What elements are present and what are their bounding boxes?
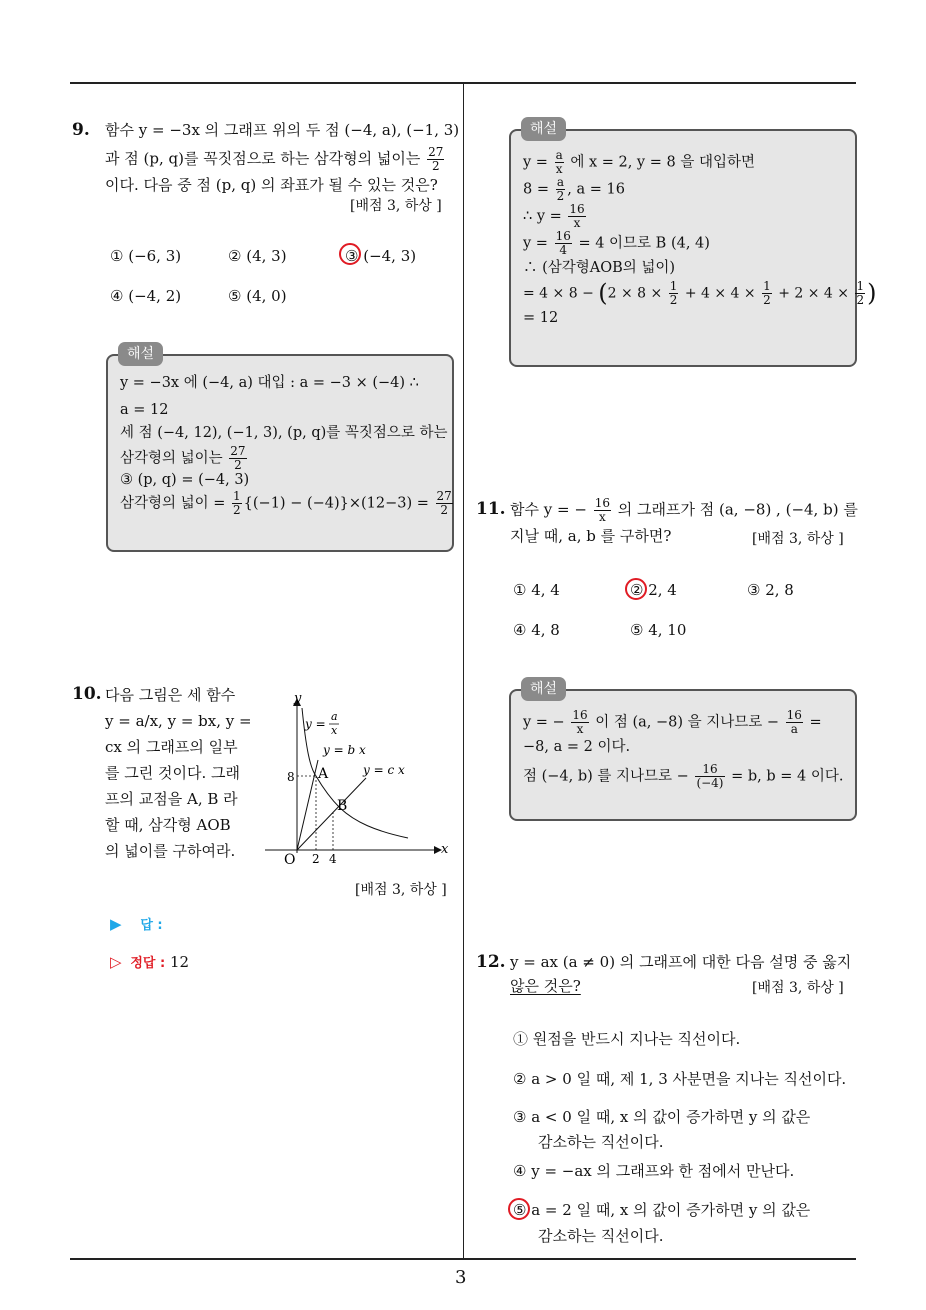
q12-answer-circle (508, 1198, 530, 1220)
q10-y-label: y (294, 691, 302, 706)
q12-score: [배점 3, 하상 ] (752, 980, 844, 996)
q10-sol-frac-4: $\frac{16}{4}$ (555, 229, 571, 257)
q11-sol-line-2: −8, a = 2 이다. (523, 739, 631, 755)
q9-line-3: 이다. 다음 중 점 (p, q) 의 좌표가 될 수 있는 것은? (105, 176, 438, 194)
q10-solution-tag: 해설 (521, 117, 566, 141)
q10-sol-line-2 (523, 176, 843, 203)
q10-label-a: a (331, 710, 338, 723)
q9-sol-fraction-2: $\frac{1}{2}$ (233, 489, 241, 517)
q11-sol-l3-a: 점 (−4, b) 를 지나므로 − (523, 768, 689, 785)
correct-arrow-icon: ▷ (110, 953, 122, 971)
q9-option-5[interactable]: ⑤ (4, 0) (228, 287, 287, 305)
q9-sol-fraction-1: $\frac{27}{2}$ (230, 444, 246, 472)
q11-sol-l3-b: = b, b = 4 이다. (731, 768, 844, 785)
q11-fraction: $\frac{16}{x}$ (594, 496, 610, 524)
q10-sol-l4-b: = 4 이므로 B (4, 4) (578, 235, 710, 252)
q11-sol-line-1 (523, 709, 843, 736)
q10-line-3: cx 의 그래프의 일부 (105, 738, 238, 756)
q10-sol-l2-b: , a = 16 (567, 181, 625, 198)
q11-line-1-a: 함수 y = − (510, 500, 587, 519)
question-number-12: 12. (476, 952, 506, 972)
q9-sol-line-2: a = 12 (120, 402, 169, 418)
question-number-10: 10. (72, 684, 102, 704)
q10-sol-line-7: = 12 (523, 310, 559, 326)
q11-sol-l1-c: = (809, 714, 822, 731)
q10-score: [배점 3, 하상 ] (355, 882, 447, 898)
q11-sol-frac-3: $\frac{16}{(-4)}$ (696, 762, 724, 790)
q9-sol-line-6-b: {(−1) − (−4)}×(12−3) = (243, 495, 429, 512)
bottom-rule (70, 1258, 856, 1260)
q9-sol-fraction-3: $\frac{27}{2}$ (436, 489, 452, 517)
q10-line-cx (297, 778, 366, 850)
q10-sol-l6-b: 2 × 8 × (607, 285, 663, 302)
q10-x-label: x (441, 842, 449, 857)
q11-option-1[interactable]: ① 4, 4 (513, 581, 560, 599)
q11-sol-l1-b: 이 점 (a, −8) 을 지나므로 − (595, 714, 780, 731)
q11-option-3[interactable]: ③ 2, 8 (747, 581, 794, 599)
q10-line-2: y = a/x, y = bx, y = (105, 712, 252, 730)
q9-answer-circle (339, 243, 361, 265)
q10-sol-line-3 (523, 203, 843, 230)
q9-solution-tag: 해설 (118, 342, 163, 366)
q10-sol-line-6: = 4 × 8 − (2 × 8 × $\frac{1}{2}$ + 4 × 4 × $\frac{1}{2}$ + 2 × 4 × $\frac{1}{2}$ ) (523, 279, 877, 307)
q10-tick-4: 4 (329, 852, 337, 866)
q9-solution-box (106, 346, 454, 552)
q9-option-4[interactable]: ④ (−4, 2) (110, 287, 182, 305)
q10-origin-label: O (284, 852, 296, 868)
q11-answer-circle (625, 578, 647, 600)
q10-sol-l3-a: ∴ y = (523, 208, 562, 225)
q9-option-3[interactable]: ③ (−4, 3) (345, 247, 417, 265)
q10-graph (260, 688, 460, 873)
q11-option-5[interactable]: ⑤ 4, 10 (630, 621, 687, 639)
q10-sol-l2-a: 8 = (523, 181, 549, 198)
q10-sol-frac-7: $\frac{1}{2}$ (856, 279, 865, 307)
question-number-9: 9. (72, 120, 90, 140)
q10-sol-l1-a: y = (523, 154, 548, 171)
q10-line-1: 다음 그림은 세 함수 (105, 686, 236, 704)
q11-sol-frac-1: $\frac{16}{x}$ (572, 708, 588, 736)
q10-sol-frac-1: $\frac{a}{x}$ (555, 148, 563, 176)
q9-sol-line-1: y = −3x 에 (−4, a) 대입 : a = −3 × (−4) ∴ (120, 375, 419, 391)
q9-fraction: $\frac{27}{2}$ (428, 145, 444, 173)
q12-option-5-cont: 감소하는 직선이다. (538, 1227, 664, 1245)
q12-option-4[interactable]: ④ y = −ax 의 그래프와 한 점에서 만난다. (513, 1162, 795, 1180)
q10-sol-frac-2: $\frac{a}{2}$ (556, 175, 565, 203)
q9-score: [배점 3, 하상 ] (350, 198, 442, 214)
q12-option-2[interactable]: ② a > 0 일 때, 제 1, 3 사분면을 지나는 직선이다. (513, 1070, 847, 1088)
q10-label-bx: y = b x (323, 743, 366, 757)
q11-solution-box (509, 681, 857, 821)
q11-option-2[interactable]: ② 2, 4 (630, 581, 677, 599)
q9-sol-line-5: ③ (p, q) = (−4, 3) (120, 472, 250, 488)
q10-correct-value: 12 (169, 953, 190, 971)
q11-line-2: 지날 때, a, b 를 구하면? (510, 527, 672, 545)
q10-sol-frac-6: $\frac{1}{2}$ (763, 279, 771, 307)
q10-answer-label: 답 : (140, 918, 163, 933)
q10-label-cx: y = c x (363, 763, 405, 777)
q10-sol-l4-a: y = (523, 235, 548, 252)
q12-option-3-cont: 감소하는 직선이다. (538, 1133, 664, 1151)
q10-sol-frac-5: $\frac{1}{2}$ (669, 279, 678, 307)
question-number-11: 11. (476, 499, 506, 519)
q12-option-1[interactable]: ① 원점을 반드시 지나는 직선이다. (513, 1030, 741, 1048)
q10-point-B: B (337, 798, 348, 814)
q9-line-2-text: 과 점 (p, q)를 꼭짓점으로 하는 삼각형의 넓이는 (105, 149, 421, 168)
q10-correct-label: 정답 : (130, 956, 166, 971)
column-divider (463, 84, 464, 1260)
q12-line-2: 않은 것은? (510, 977, 581, 995)
q11-sol-frac-2: $\frac{16}{a}$ (786, 708, 802, 736)
q12-line-1: y = ax (a ≠ 0) 의 그래프에 대한 다음 설명 중 옳지 (510, 953, 852, 971)
q10-answer-row (110, 912, 163, 938)
q10-sol-line-4 (523, 230, 843, 257)
q11-solution-tag: 해설 (521, 677, 566, 701)
q11-sol-line-3 (523, 763, 843, 790)
answer-arrow-icon: ▶ (110, 915, 122, 933)
question-9-text (105, 118, 460, 197)
q9-line-2 (105, 146, 457, 173)
q10-label-x: x (331, 724, 338, 737)
q9-sol-line-4 (120, 445, 440, 472)
q10-sol-l1-b: 에 x = 2, y = 8 을 대입하면 (570, 154, 755, 171)
q12-option-3[interactable]: ③ a < 0 일 때, x 의 값이 증가하면 y 의 값은 (513, 1108, 811, 1126)
q9-line-1: 함수 y = −3x 의 그래프 위의 두 점 (−4, a), (−1, 3) (105, 121, 460, 139)
q11-line-1-b: 의 그래프가 점 (a, −8) , (−4, b) 를 (617, 500, 858, 519)
q10-sol-l6-a: = 4 × 8 − (523, 285, 594, 302)
q9-sol-line-6 (120, 489, 452, 517)
q9-sol-line-4-text: 삼각형의 넓이는 (120, 450, 223, 467)
q10-tick-2: 2 (312, 852, 320, 866)
q10-sol-frac-3: $\frac{16}{x}$ (569, 202, 585, 230)
q10-tick-8: 8 (287, 770, 295, 784)
q11-sol-l1-a: y = − (523, 714, 565, 731)
question-10-text (105, 682, 255, 864)
q10-sol-l6-c: + 4 × 4 × (684, 285, 756, 302)
q9-option-2[interactable]: ② (4, 3) (228, 247, 287, 265)
q12-option-5[interactable]: ⑤ a = 2 일 때, x 의 값이 증가하면 y 의 값은 (513, 1201, 811, 1219)
q9-option-1[interactable]: ① (−6, 3) (110, 247, 182, 265)
q10-solution-box (509, 121, 877, 367)
q10-sol-l6-d: + 2 × 4 × (778, 285, 849, 302)
q11-line-1 (510, 497, 860, 524)
q11-option-4[interactable]: ④ 4, 8 (513, 621, 560, 639)
q10-line-5: 프의 교점을 A, B 라 (105, 790, 238, 808)
q10-sol-line-1 (523, 149, 843, 176)
q10-sol-line-5: ∴ (삼각형AOB의 넓이) (523, 260, 676, 276)
q10-line-6: 할 때, 삼각형 AOB (105, 816, 231, 834)
q11-score: [배점 3, 하상 ] (752, 531, 844, 547)
q10-line-bx (297, 760, 318, 850)
q9-sol-line-6-a: 삼각형의 넓이 = (120, 495, 226, 512)
q10-line-7: 의 넓이를 구하여라. (105, 842, 236, 860)
q10-point-A: A (318, 766, 329, 782)
q10-line-4: 를 그린 것이다. 그래 (105, 764, 240, 782)
q9-sol-line-3: 세 점 (−4, 12), (−1, 3), (p, q)를 꼭짓점으로 하는 (120, 425, 448, 441)
q10-correct-row (110, 950, 189, 976)
page-number: 3 (455, 1267, 467, 1288)
q10-label-yeq: y = (305, 717, 326, 731)
